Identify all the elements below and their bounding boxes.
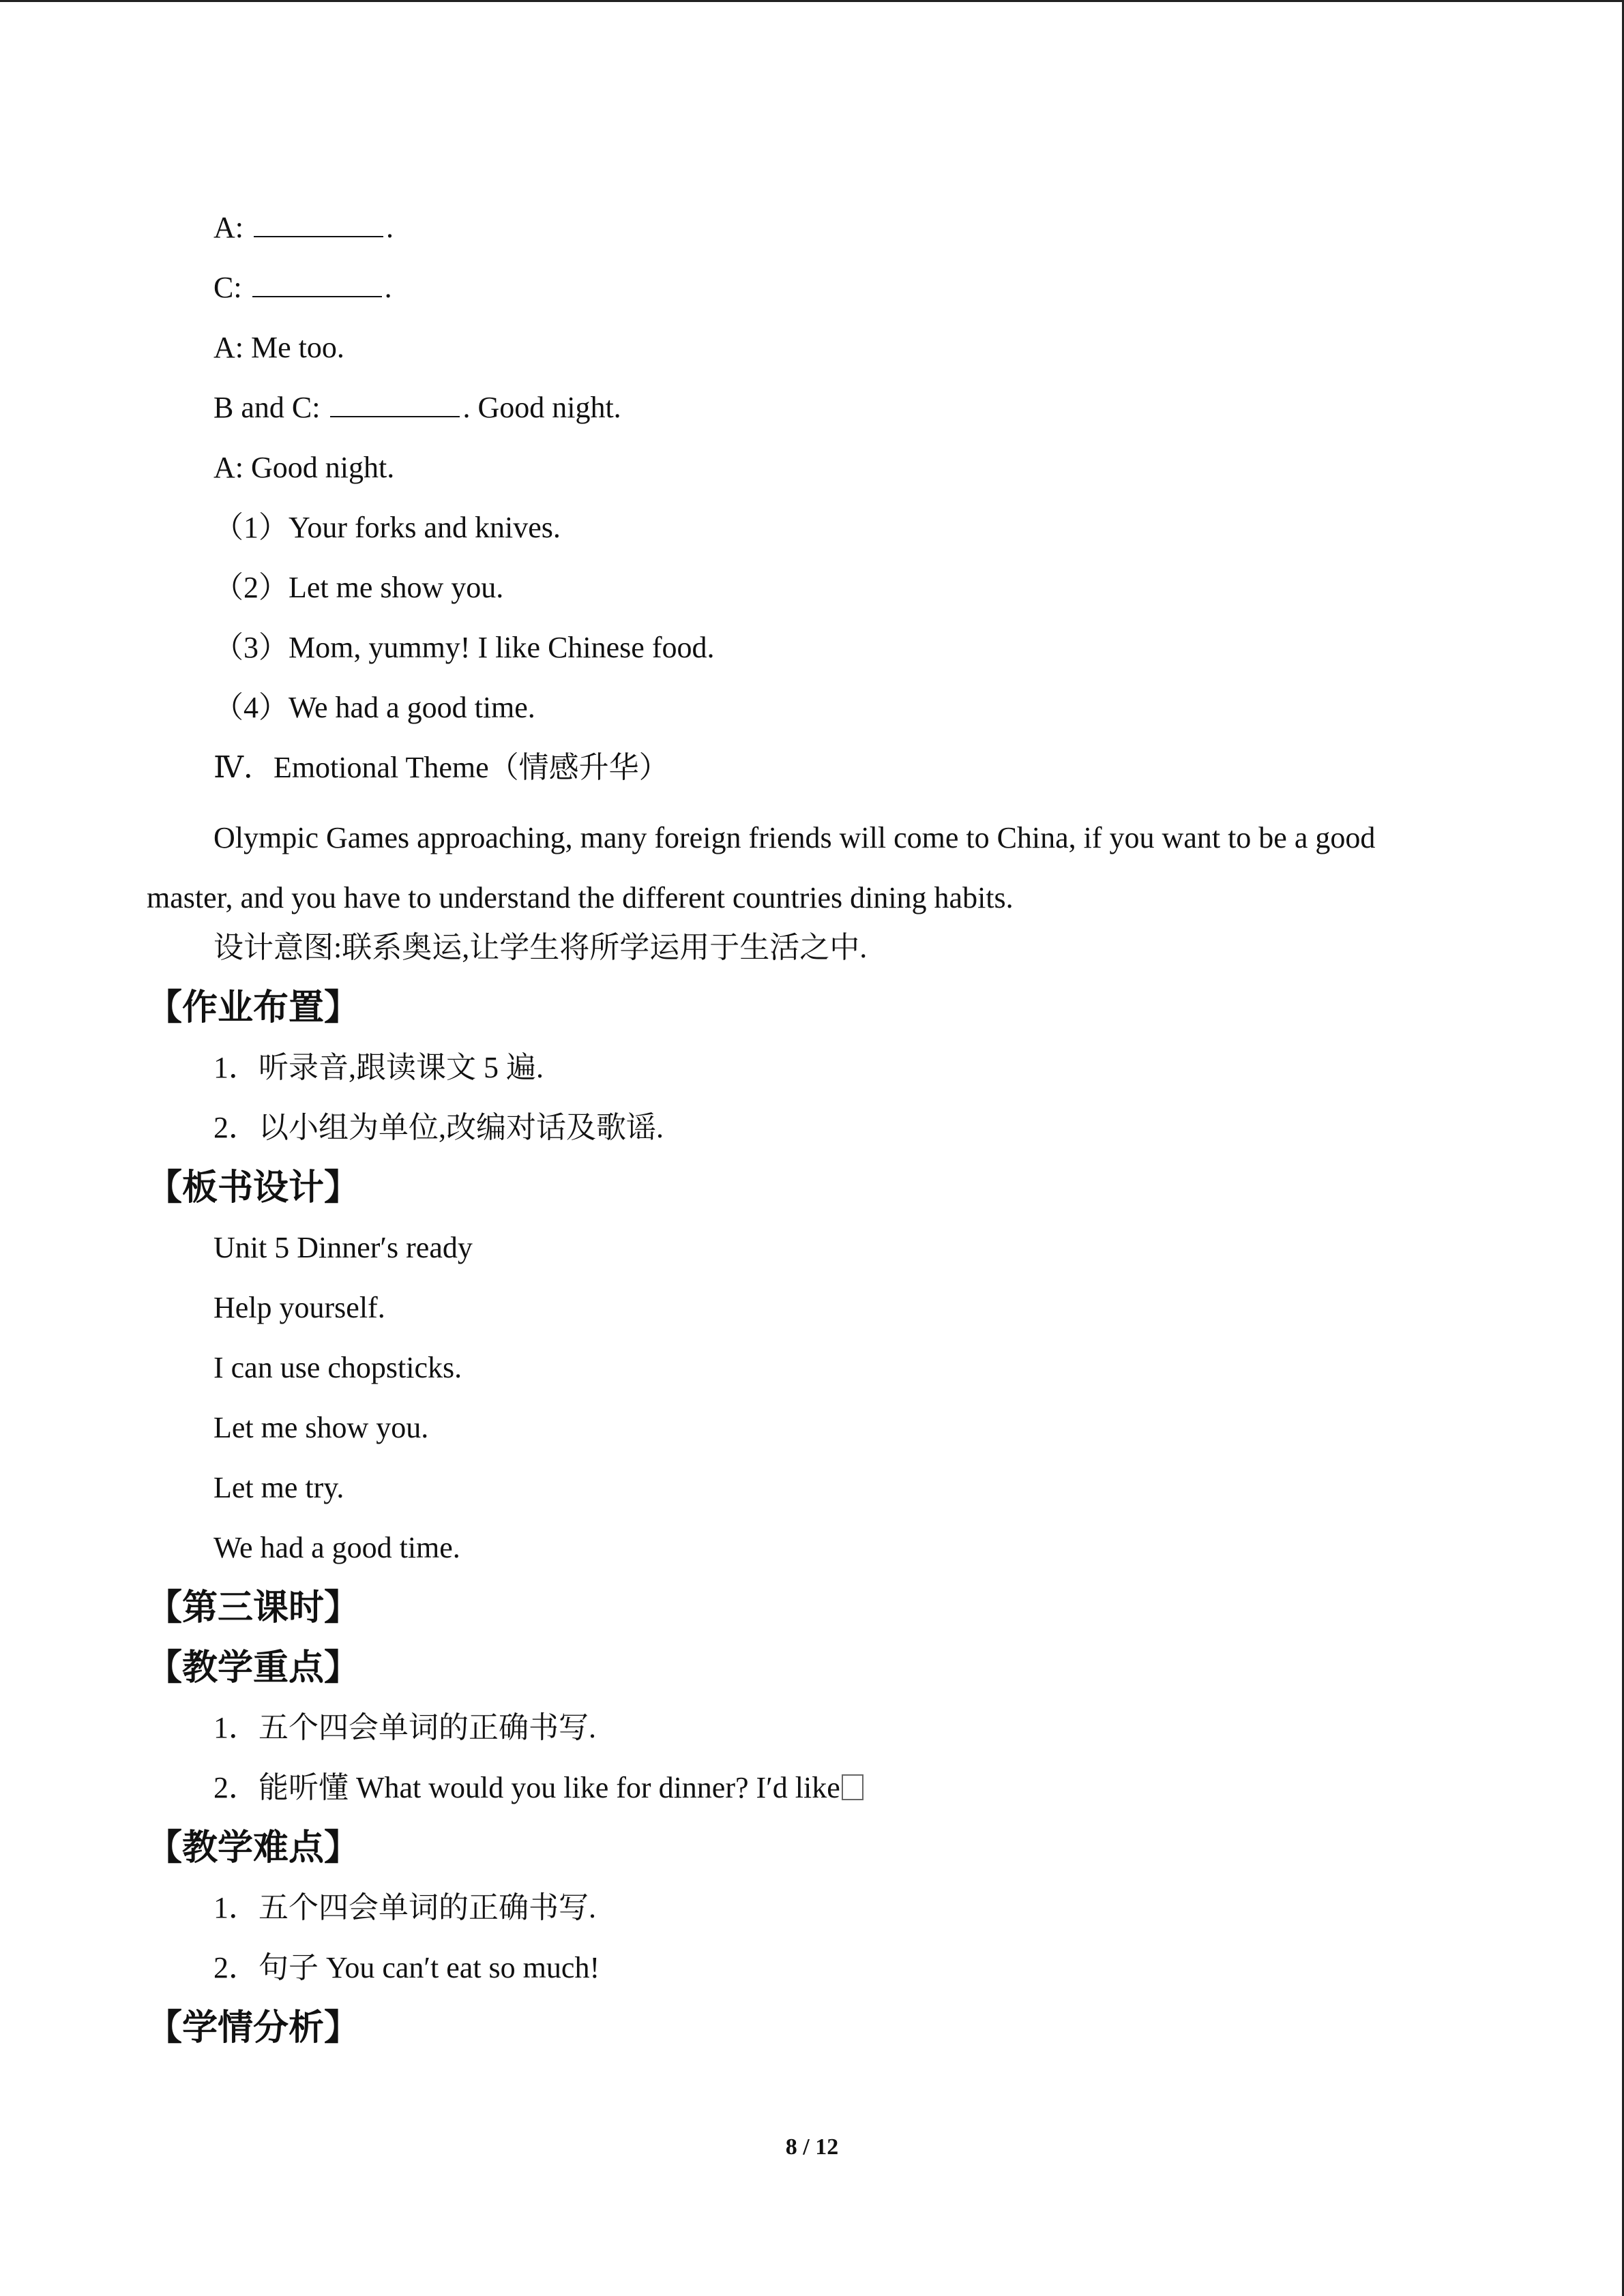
page-border-top <box>0 0 1624 2</box>
dialog-text: . Good night. <box>462 391 621 424</box>
difficulty-item: 2．句子 You can′t eat so much! <box>213 1951 600 1984</box>
page-number: 8 / 12 <box>785 2134 839 2160</box>
dialog-punct: . <box>386 211 394 244</box>
difficulties-heading: 【教学难点】 <box>147 1828 360 1868</box>
third-lesson-heading: 【第三课时】 <box>147 1587 360 1628</box>
board-line: Help yourself. <box>213 1291 385 1324</box>
dialog-speaker: B and C: <box>213 391 328 424</box>
difficulty-item: 1．五个四会单词的正确书写. <box>213 1891 596 1924</box>
option-item: （2）Let me show you. <box>213 571 504 604</box>
dialog-speaker: A: <box>213 211 251 244</box>
dialog-line-a3: A: Good night. <box>213 451 395 484</box>
option-item: （1）Your forks and knives. <box>213 511 561 544</box>
board-line: Let me try. <box>213 1471 344 1504</box>
analysis-heading: 【学情分析】 <box>147 2008 360 2048</box>
homework-item: 1．听录音,跟读课文 5 遍. <box>213 1051 544 1084</box>
emotional-paragraph-line2: master, and you have to understand the different countries dining habits. <box>147 881 1014 914</box>
dialog-punct: . <box>384 271 392 304</box>
board-line: Unit 5 Dinner′s ready <box>213 1231 473 1264</box>
key-point-item <box>147 1768 1497 1828</box>
design-intent: 设计意图:联系奥运,让学生将所学运用于生活之中. <box>213 931 868 964</box>
option-item: （3）Mom, yummy! I like Chinese food. <box>213 631 715 664</box>
board-heading: 【板书设计】 <box>147 1167 360 1208</box>
dialog-speaker: C: <box>213 271 250 304</box>
key-points-heading: 【教学重点】 <box>147 1648 360 1688</box>
emotional-paragraph <box>147 808 1497 928</box>
answer-blank <box>254 210 383 237</box>
answer-blank <box>252 270 382 297</box>
emotional-paragraph-line1: Olympic Games approaching, many foreign friends will come to China, if you want to be a good <box>213 821 1376 854</box>
homework-item: 2．以小组为单位,改编对话及歌谣. <box>213 1111 664 1144</box>
key-point-text: 2．能听懂 What would you like for dinner? I′d like <box>213 1771 840 1804</box>
document-body <box>147 208 1497 2068</box>
dialog-line-a1 <box>147 208 1497 268</box>
board-line: We had a good time. <box>213 1531 460 1564</box>
key-point-item: 1．五个四会单词的正确书写. <box>213 1711 596 1744</box>
dialog-line-a2: A: Me too. <box>213 331 344 364</box>
board-line: I can use chopsticks. <box>213 1351 462 1384</box>
emotional-theme-title: Ⅳ．Emotional Theme（情感升华） <box>213 751 669 784</box>
missing-glyph-box <box>842 1774 863 1800</box>
dialog-line-c <box>147 268 1497 328</box>
option-item: （4）We had a good time. <box>213 691 535 724</box>
board-line: Let me show you. <box>213 1411 429 1444</box>
homework-heading: 【作业布置】 <box>147 987 360 1028</box>
answer-blank <box>330 390 460 417</box>
dialog-line-bc <box>147 388 1497 448</box>
